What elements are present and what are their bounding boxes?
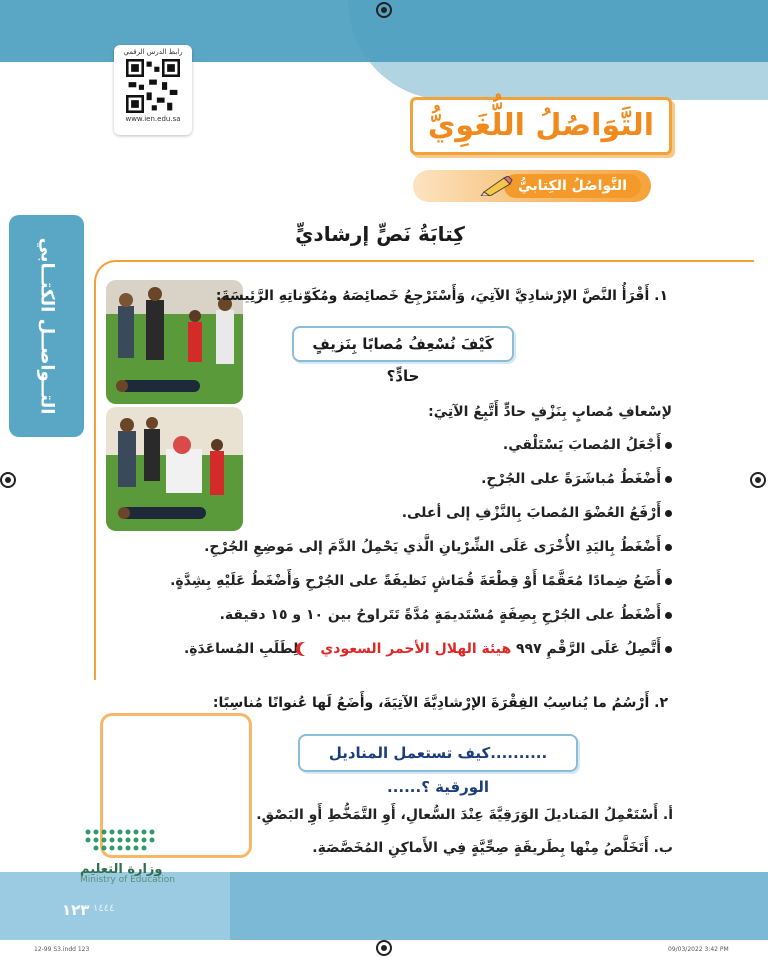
instruction-list (152, 428, 672, 666)
bullet-icon (665, 510, 672, 517)
answer-b: ب. أَتَخَلَّصُ مِنْها بِطَريقَةٍ صِحِّيَّةٍ فِي الأَماكِنِ المُخَصَّصَةِ. (312, 840, 673, 856)
registration-mark-left (0, 472, 16, 488)
lesson-title: كِتابَةُ نَصٍّ إرشاديٍّ (295, 222, 465, 246)
ministry-logo-icon (80, 826, 180, 856)
side-tab-label: التــواصــل الكتــابي (36, 237, 57, 415)
page-year: ١٤٤٤ (93, 903, 115, 914)
list-item-emergency-call (152, 632, 672, 666)
list-item (152, 496, 672, 530)
unit-title: التَّوَاصُلُ اللُّغَوِيُّ (427, 108, 655, 143)
question-2-title-box[interactable]: ..........كيف تستعمل المناديل الورقية ؟...... (298, 734, 578, 772)
ministry-english: Ministry of Education (80, 875, 175, 885)
bullet-icon (665, 544, 672, 551)
list-item-text: أَضَعُ ضِمادًا مُعَقَّمًا أَوْ قِطْعَةَ قُمَاشٍ نَظيفَةً على الجُرْحِ وَأَضْغَطُ عَلَيْهِ بِشِدَّةٍ. (170, 573, 661, 589)
list-item (152, 530, 672, 564)
footer-file-info: 12-99 S3.indd 123 (34, 946, 90, 953)
list-item-text: أَضْغَطُ مُباشَرَةً على الجُرْحِ. (481, 471, 661, 487)
list-item (152, 462, 672, 496)
registration-mark-bottom (376, 940, 392, 956)
question-2: ٢. أَرْسُمُ ما يُناسِبُ الفِقْرَةَ الإرْشادِيَّةَ الآتِيَةَ، وأَضَعُ لَها عُنوانًا مُناسِبًا: (212, 695, 668, 711)
bullet-icon (665, 646, 672, 653)
section-pill-label: التَّواصُلُ الكِتابيُّ (504, 174, 641, 198)
instructions-intro: لإسْعافِ مُصابٍ بِنَزْفٍ حادٍّ أَتَّبِعُ الآتِيَ: (428, 404, 672, 420)
bullet-icon (665, 612, 672, 619)
list-item (152, 598, 672, 632)
pencil-icon (480, 176, 514, 196)
list-item-text: أَرْفَعُ العُضْوَ المُصابَ بِالنَّزْفِ إلى أعلى. (401, 505, 661, 521)
bullet-icon (665, 578, 672, 585)
banner-decoration (348, 0, 768, 100)
section-pill (413, 170, 651, 202)
bullet-icon (665, 442, 672, 449)
list-item-text: أَجْعَلُ المُصابَ يَسْتَلْقي. (502, 437, 661, 453)
registration-mark-top (376, 2, 392, 18)
list-item-text: أَضْغَطُ على الجُرْحِ بِصِفَةٍ مُسْتَديمَةٍ مُدَّةً تَتَراوحُ بين ١٠ و ١٥ دقيقة. (219, 607, 661, 623)
unit-title-box (410, 97, 672, 155)
call-purpose: لِطَلَبِ المُساعَدَةِ. (183, 641, 299, 657)
side-tab (9, 215, 84, 437)
qr-url[interactable]: www.ien.edu.sa (125, 115, 181, 123)
list-item (152, 564, 672, 598)
qr-card[interactable] (114, 45, 192, 135)
answer-a: أ. أَسْتَعْمِلُ المَناديلَ الوَرَقِيَّةَ عِنْدَ السُّعالِ، أَوِ التَّمَخُّطِ أَوِ البَصْقِ. (256, 807, 673, 823)
question-1: ١. أَقْرَأُ النَّصَّ الإرْشادِيَّ الآتِيَ، وَأَسْتَرْجِعُ خَصائِصَهُ ومُكَوّناتِهِ الرَّئِيسَةَ: (215, 288, 668, 304)
crescent-icon (300, 642, 314, 656)
ministry-arabic: وزارة التعليم (80, 862, 163, 877)
question-1-title-box: كَيْفَ نُسْعِفُ مُصابًا بِنَزيفٍ حادٍّ؟ (292, 326, 514, 362)
list-item (152, 428, 672, 462)
footer-timestamp: 09/03/2022 3:42 PM (668, 946, 729, 953)
page-number: ١٢٣ (62, 901, 90, 919)
bullet-icon (665, 476, 672, 483)
qr-code-icon[interactable] (126, 59, 180, 113)
qr-title: رابط الدرس الرقمي (123, 48, 183, 56)
red-crescent-name: هيئة الهلال الأحمر السعودي (320, 641, 512, 657)
call-text: أَتَّصِلُ عَلَى الرَّقْمِ ٩٩٧ (516, 641, 661, 657)
list-item-text: أَضْغَطُ بِاليَدِ الأُخْرَى عَلَى الشِّرْيانِ الَّذي يَحْمِلُ الدَّمَ إلى مَوضِعِ الجُرْحِ. (204, 539, 661, 555)
